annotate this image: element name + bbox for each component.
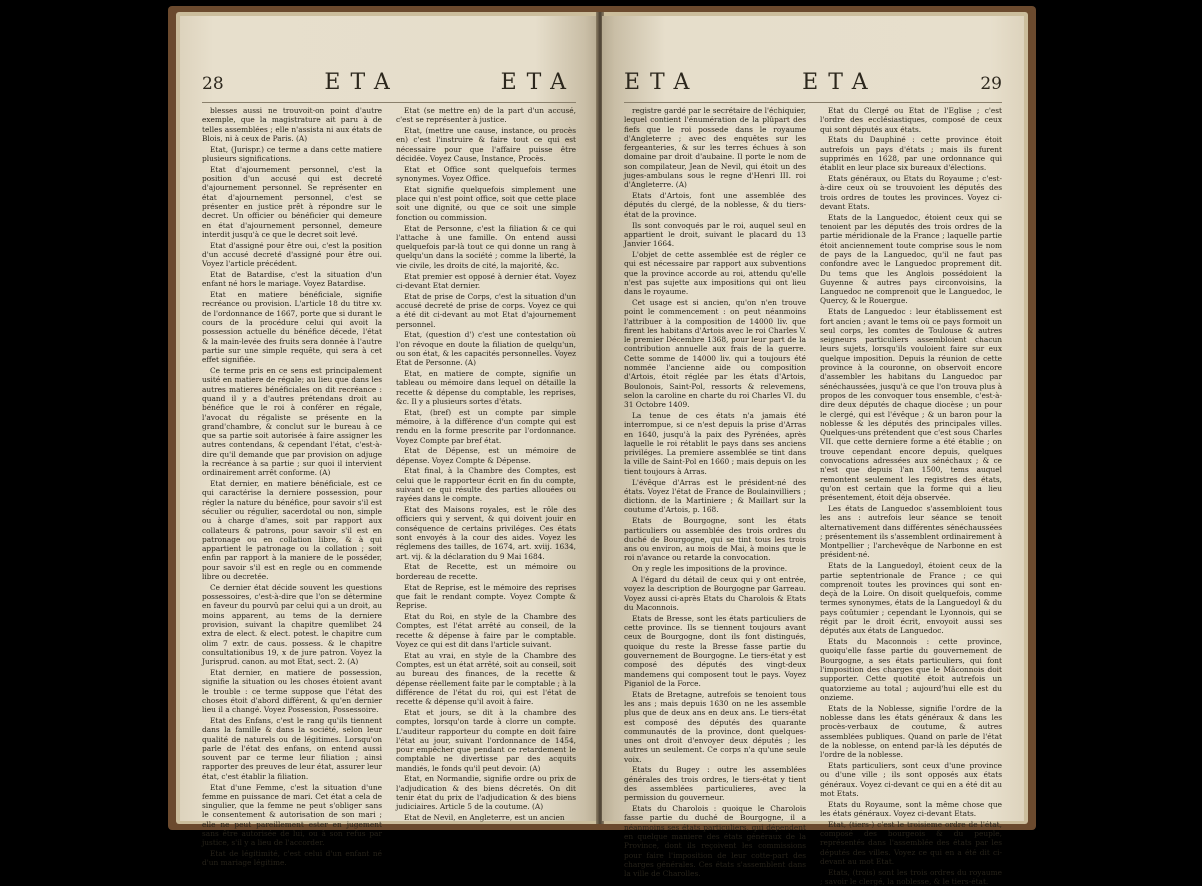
running-headword: ETA [624, 70, 700, 95]
paragraph: Etat en matiere bénéficiale, signifie recréance ou provision. L'article 18 du titre xv. de l'ordonnance de 1667, porte que si durant le cours de la procédure celui qui avoit la possession actuelle du bénéfice décede, l'état & la main-levée des fruits sera donnée à l'autre partie sur une simple requête, qui sera à cet effet signifiée. [202, 290, 382, 365]
paragraph: Etat, (question d') c'est une contestation où l'on révoque en doute la filiation de quelqu'un, ou son état, & les capacités personnelles. Voyez Etat de Personne. (A) [396, 330, 576, 368]
paragraph: Etats du Bugey : outre les assemblées générales des trois ordres, le tiers-état y tient des assemblées particulieres, avec la permission du gouverneur. [624, 765, 806, 803]
paragraph: Etats, (trois) sont les trois ordres du royaume ; savoir le clergé, la noblesse, & le tiers-état. [820, 867, 1002, 886]
paragraph: Etat (se mettre en) de la part d'un accusé, c'est se représenter à justice. [396, 106, 576, 125]
paragraph: Etat, (mettre une cause, instance, ou procès en) c'est l'instruire & faire tout ce qui est nécessaire pour que l'affaire puisse être décidée. Voyez Cause, Instance, Procès. [396, 126, 576, 163]
paragraph: Etats d'Artois, font une assemblée des députés du clergé, de la noblesse, & du tiers-état de la province. [624, 191, 806, 219]
column-1 [202, 106, 382, 868]
paragraph: Etats de Languedoc : leur établissement est fort ancien ; avant le tems où ce pays formoit un seul corps, les comtes de Toulouse & autres seigneurs particuliers assembloient chacun leurs sujets, lorsqu'ils vouloient faire sur eux quelque imposition. Depuis la réunion de cette province à la couronne, on observoit encore d'assembler les habitans du Languedoc par sénéchaussées, jusqu'à ce que l'on trouva plus à propos de les convoquer tous ensemble, c'est-à-dire deux députés de chaque diocèse ; un pour le clergé, qui est l'évêque ; & un baron pour la noblesse & les députés des principales villes. Quelques-uns prétendent que c'est sous Charles VII. que cette derniere forme a été établie ; on trouve cependant encore depuis, quelques convocations adressées aux sénéchaux ; & ce n'est que depuis l'an 1500, tems auquel remontent seulement les registres des états, qu'on est certain que la forme qui a lieu présentement, étoit déja observée. [820, 307, 1002, 503]
header-rule [624, 102, 1002, 103]
paragraph: Etat, (tiers-) c'est le troisieme ordre de l'état, composé des bourgeois & du peuple, représentés dans l'assemblée des états par les députés des villes. Voyez ce qui en a été dit ci-devant au mot Etat. [820, 819, 1002, 866]
header-rule [202, 102, 576, 103]
paragraph: Etat, en matiere de compte, signifie un tableau ou mémoire dans lequel on détaille la recette & dépense du comptable, les reprises, &c. Il y a plusieurs sortes d'états. [396, 369, 576, 406]
paragraph: Etats du Dauphiné : cette province étoit autrefois un pays d'états ; mais ils furent supprimés en 1628, par une ordonnance qui établit en leur place six bureaux d'élections. [820, 135, 1002, 173]
paragraph: Cet usage est si ancien, qu'on n'en trouve point le commencement : on peut néanmoins l'attribuer à la composition de 14000 liv. que firent les habitans d'Artois avec le roi Charles V. le premier Décembre 1368, pour leur part de la contribution annuelle aux frais de la guerre. Cette somme de 14000 liv. qui a toujours été nommée l'ancienne aide ou composition d'Artois, étoit réglée par les états d'Artois, Boulonois, Saint-Pol, ressorts & relevemens, selon la caroline en charte du roi Charles VI. du 31 Octobre 1409. [624, 297, 806, 410]
paragraph: Etat signifie quelquefois simplement une place qui n'est point office, soit que cette place soit une dignité, ou que ce soit une simple fonction ou commission. [396, 184, 576, 222]
paragraph: Etat et jours, se dit à la chambre des comptes, lorsqu'on tarde à clorre un compte. L'auditeur rapporteur du compte en doit faire l'état au jour, suivant l'ordonnance de 1454, pour empêcher que pendant ce retardement le comptable ne divertisse par des acquits mandiés, le fonds qu'il peut devoir. (A) [396, 707, 576, 773]
paragraph: La tenue de ces états n'a jamais été interrompue, si ce n'est depuis la prise d'Arras en 1640, jusqu'à la paix des Pyrénées, après laquelle le roi rétablit le pays dans ses anciens priviléges. La premiere assemblée se tint dans la ville de Saint-Pol en 1660 ; mais depuis on les tient toujours à Arras. [624, 411, 806, 476]
paragraph: Etat du Roi, en style de la Chambre des Comptes, est l'état arrêté au conseil, de la recette & dépense à faire par le comptable. Voyez ce qui est dit dans l'article suivant. [396, 611, 576, 649]
paragraph: Ce terme pris en ce sens est principalement usité en matiere de régale; au lieu que dans les autres matieres bénéficiales on dit recréance : quand il y a d'autres prétendans droit au bénéfice que le roi à conférer en régale, l'avocat du régaliste se présente en la grand'chambre, & conclut sur le bureau à ce que sa partie soit autorisée à faire assigner les autres contendans, & cependant l'état, c'est-à-dire qu'il demande que par provision on adjuge la recréance à sa partie ; sur quoi il intervient ordinairement arrêt conforme. (A) [202, 366, 382, 478]
paragraph: Etat de Batardise, c'est la situation d'un enfant né hors le mariage. Voyez Batardise. [202, 270, 382, 289]
paragraph: Etat dernier, en matiere bénéficiale, est ce qui caractérise la derniere possession, pour régler la nature du bénéfice, pour savoir s'il est séculier ou régulier, sacerdotal ou non, simple ou à charge d'ames, soit par rapport aux collateurs & patrons, pour savoir s'il est en patronage ou en collation libre, & à qui appartient le patronage ou la collation ; soit enfin par rapport à la maniere de le posséder, pour savoir s'il est en regle ou en commende libre ou decretée. [202, 479, 382, 582]
left-running-head [202, 70, 576, 98]
paragraph: Etats de la Languedoyl, étoient ceux de la partie septentrionale de France ; ce qui comprenoit toutes les provinces qui sont en-deçà de la Loire. On disoit quelquefois, comme termes synonymes, états de la Languedoyl & du pays coûtumier ; cependant le Lyonnois, qui se régit par le droit écrit, envoyoit aussi ses députés aux états de Languedoc. [820, 561, 1002, 636]
right-page [602, 16, 1024, 886]
paragraph: Etats du Royaume, sont la même chose que les états généraux. Voyez ci-devant Etats. [820, 799, 1002, 818]
paragraph: Etats de la Languedoc, étoient ceux qui se tenoient par les députés des trois ordres de la partie méridionale de la France ; laquelle partie étoit anciennement toute comprise sous le nom de pays de la Languedoc, qu'il ne faut pas confondre avec le Languedoc proprement dit. Du tems que les Anglois possédoient la Guyenne & autres pays circonvoisins, la Languedoc ne comprenoit que le Languedoc, le Quercy, & le Rouergue. [820, 212, 1002, 306]
paragraph: Etat des Maisons royales, est le rôle des officiers qui y servent, & qui doivent jouir en conséquence de certains priviléges. Ces états sont envoyés à la cour des aides. Voyez les réglemens des tailles, de 1674, art. xviij. 1634, art. vij. & la déclaration du 9 Mai 1684. [396, 505, 576, 561]
column-2 [820, 106, 1002, 886]
paragraph: Etats particuliers, sont ceux d'une province ou d'une ville ; ils sont opposés aux états généraux. Voyez ci-devant ce qui en a été dit au mot Etats. [820, 760, 1002, 798]
paragraph: Etats de la Noblesse, signifie l'ordre de la noblesse dans les états généraux & dans les procès-verbaux de coutume, & autres assemblées publiques. Quand on parle de l'état de la noblesse, on entend par-là les députés de l'ordre de la noblesse. [820, 703, 1002, 760]
page-number: 28 [202, 74, 224, 94]
paragraph: Ce dernier état décide souvent les questions possessoires, c'est-à-dire que l'on se détermine en faveur du pourvû par celui qui a un droit, au moins apparent, au tems de la derniere provision, suivant la chapitre quemlibet 24 extra de elect. & elect. potest. le chapitre cum olim 7 extr. de caus. possess. & le chapitre consultationibus 19, x de jure patron. Voyez la Jurisprud. canon. au mot Etat, sect. 2. (A) [202, 582, 382, 667]
paragraph: registre gardé par le secrétaire de l'échiquier, lequel contient l'énumération de la plûpart des fiefs que le roi possede dans le royaume d'Angleterre ; avec des enquêtes sur les fergeanteries, & sur les terres échues à son domaine par droit d'aubaine. Il porte le nom de son compilateur, Jean de Nevil, qui étoit un des juges-ambulans sous le regne d'Henri III. roi d'Angleterre. (A) [624, 106, 806, 190]
paragraph: Etat d'assigné pour être oui, c'est la position d'un accusé decreté d'assigné pour être oui. Voyez l'article précédent. [202, 240, 382, 269]
paragraph: Etats du Maconnois : cette province, quoiqu'elle fasse partie du gouvernement de Bourgogne, a ses états particuliers, qui font l'imposition des charges que le Mâconnois doit supporter. Cette quotité étoit autrefois un quatorzieme au total ; aujourd'hui elle est du onzieme. [820, 637, 1002, 702]
paragraph: Etat de Nevil, en Angleterre, est un ancien [404, 813, 565, 823]
running-headword: ETA [500, 70, 576, 95]
paragraph: Etat premier est opposé à dernier état. Voyez ci-devant Etat dernier. [396, 271, 576, 290]
paragraph: Etats de Bresse, sont les états particuliers de cette province. Ils se tiennent toujours avant ceux de Bourgogne, dont ils font distingués, quoique du reste la Bresse fasse partie du gouvernement de Bourgogne. Le tiers-état y est composé des députés des vingt-deux mandemens qui composent tout le pays. Voyez Piganiol de la Force. [624, 613, 806, 688]
paragraph: Etat, en Normandie, signifie ordre ou prix de l'adjudication & des biens décretés. On dit tenir état du prix de l'adjudication & des biens judiciaires. Article 5 de la coutume. (A) [396, 774, 576, 812]
paragraph: Etat d'ajournement personnel, c'est la position d'un accusé qui est decreté d'ajournement personnel. Se représenter en état d'ajournement personnel, c'est se présenter en justice prêt à répondre sur le decret. Un officier ou bénéficier qui demeure en état d'ajournement personnel, demeure interdit jusqu'à ce que le decret soit levé. [202, 164, 382, 239]
paragraph: Etat de prise de Corps, c'est la situation d'un accusé decreté de prise de corps. Voyez ce qui a été dit ci-devant au mot Etat d'ajournement personnel. [396, 291, 576, 329]
paragraph: Etat final, à la Chambre des Comptes, est celui que le rapporteur écrit en fin du compte, suivant ce qui résulte des parties allouées ou rayées dans le compte. [396, 466, 576, 504]
paragraph: Etat et Office sont quelquefois termes synonymes. Voyez Office. [396, 164, 576, 184]
paragraph: On y regle les impositions de la province. [632, 564, 788, 574]
paragraph: Etat d'une Femme, c'est la situation d'une femme en puissance de mari. Cet état a cela de singulier, que la femme ne peut s'obliger sans le consentement & autorisation de son mari ; elle ne peut pareillement ester en jugement sans être autorisée de lui, ou à son refus par justice, s'il y a lieu de l'accorder. [202, 782, 382, 848]
page-number: 29 [980, 74, 1002, 94]
paragraph: Etat, (bref) est un compte par simple mémoire, à la différence d'un compte qui est rendu en la forme prescrite par l'ordonnance. Voyez Compte par bref état. [396, 407, 576, 445]
paragraph: Etat de Personne, c'est la filiation & ce qui l'attache à une famille. On entend aussi quelquefois par-là tout ce qui donne un rang à quelqu'un dans la société ; comme la liberté, la vie civile, les droits de cité, la majorité, &c. [396, 223, 576, 270]
paragraph: Les états de Languedoc s'assembloient tous les ans : autrefois leur séance se tenoit alternativement dans différentes sénéchaussées ; présentement ils s'assemblent ordinairement à Montpellier ; l'archevêque de Narbonne en est président-né. [820, 503, 1002, 560]
paragraph: L'évêque d'Arras est le président-né des états. Voyez l'état de France de Boulainvilliers ; dictionn. de la Martiniere ; & Maillart sur la coutume d'Artois, p. 168. [624, 477, 806, 515]
running-headword: ETA [802, 70, 878, 95]
paragraph: Etat de légitimité, c'est celui d'un enfant né d'un mariage légitime. [202, 849, 382, 868]
left-page [180, 16, 598, 868]
running-headword: ETA [324, 70, 400, 95]
paragraph: Etat, (Jurispr.) ce terme a dans cette matiere plusieurs significations. [202, 144, 382, 163]
paragraph: Etat de Recette, est un mémoire ou bordereau de recette. [396, 562, 576, 581]
paragraph: Etats généraux, ou Etats du Royaume ; c'est-à-dire ceux où se trouvoient les députés des trois ordres de toutes les provinces. Voyez ci-devant Etats. [820, 174, 1002, 211]
paragraph: blesses aussi ne trouvoit-on point d'autre exemple, que la magistrature ait paru à de telles assemblées ; elle n'assista ni aux états de Blois, ni à ceux de Paris. (A) [202, 106, 382, 143]
paragraph: Etats de Bourgogne, sont les états particuliers ou assemblée des trois ordres du duché de Bourgogne, qui se tint tous les trois ans ou environ, au mois de Mai, à moins que le roi n'avance ou retarde la convocation. [624, 516, 806, 563]
paragraph: Etats de Bretagne, autrefois se tenoient tous les ans ; mais depuis 1630 on ne les assemble plus que de deux ans en deux ans. Le tiers-état est composé des députés des quarante communautés de la province, dont quelques-unes ont droit d'envoyer deux députés ; les autres un seulement. Ce corps n'a qu'une seule voix. [624, 689, 806, 764]
text-columns [624, 106, 1002, 886]
paragraph: Ils sont convoqués par le roi, auquel seul en appartient le droit, suivant le placard du 13 Janvier 1664. [624, 220, 806, 249]
paragraph: Etat de Dépense, est un mémoire de dépense. Voyez Compte & Dépense. [396, 446, 576, 465]
paragraph: L'objet de cette assemblée est de régler ce qui est nécessaire par rapport aux subventions que la province accorde au roi, attendu qu'elle n'est pas sujette aux impositions qui ont lieu dans le royaume. [624, 249, 806, 297]
paragraph: Etat de Reprise, est le mémoire des reprises que fait le rendant compte. Voyez Compte & Reprise. [396, 582, 576, 611]
paragraph: Etat du Clergé ou Etat de l'Eglise ; c'est l'ordre des ecclésiastiques, composé de ceux qui sont députés aux états. [820, 106, 1002, 134]
text-columns [202, 106, 576, 868]
paragraph: Etat au vrai, en style de la Chambre des Comptes, est un état arrêté, soit au conseil, soit au bureau des finances, de la recette & dépense réellement faite par le comptable ; à la différence de l'état du roi, qui est l'état de recette & dépense qu'il avoit à faire. [396, 650, 576, 707]
paragraph: Etat dernier, en matiere de possession, signifie la situation ou les choses étoient avant le trouble : ce terme suppose que l'état des choses étoit d'abord différent, & qu'en dernier lieu il a changé. Voyez Possession, Possessoire. [202, 668, 382, 715]
paragraph: A l'égard du détail de ceux qui y ont entrée, voyez la description de Bourgogne par Garreau. Voyez aussi ci-après Etats du Charolois & Etats du Maconnois. [624, 575, 806, 612]
paragraph: Etats du Charolois : quoique le Charolois fasse partie du duché de Bourgogne, il a néanmoins ses états particuliers, qui dépendent en quelque maniere des états généraux de la Province, dont ils reçoivent les commissions pour faire l'imposition de leur cotte-part des charges générales. Ces états s'assemblent dans la ville de Charolles. [624, 804, 806, 879]
column-2 [396, 106, 576, 823]
column-1 [624, 106, 806, 879]
paragraph: Etat des Enfans, c'est le rang qu'ils tiennent dans la famille & dans la société, selon leur qualité de naturels ou de légitimes. Lorsqu'on parle de l'état des enfans, on entend aussi souvent par ce terme leur filiation ; ainsi rapporter des preuves de leur état, assurer leur état, c'est établir la filiation. [202, 716, 382, 781]
right-running-head [624, 70, 1002, 98]
